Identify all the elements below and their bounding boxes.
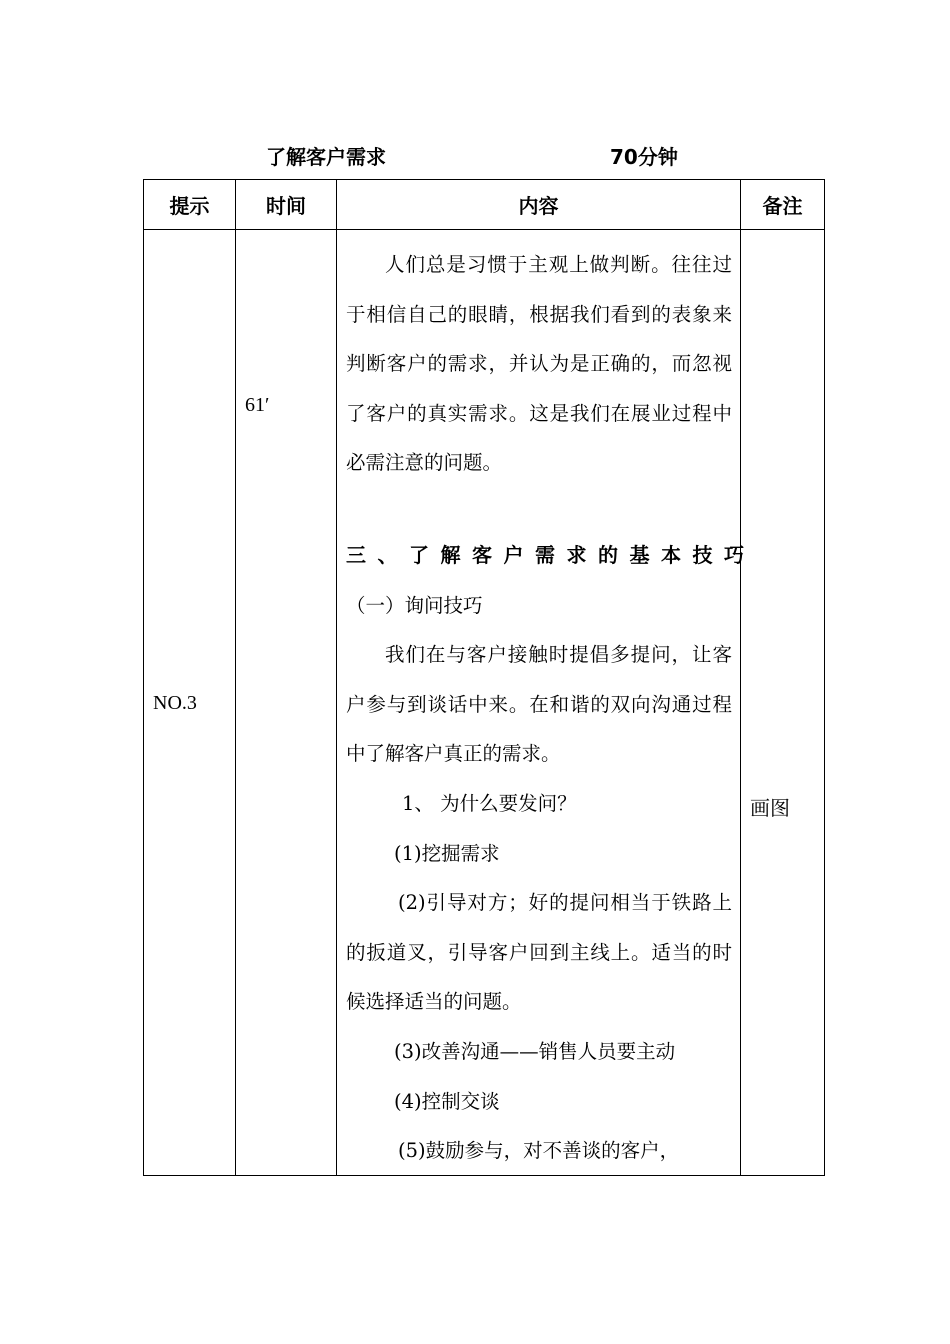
remark-cell bbox=[741, 230, 825, 1176]
subsection-heading: （一）询问技巧 bbox=[346, 593, 483, 617]
list-item: (5)鼓励参与，对不善谈的客户， bbox=[398, 1139, 680, 1163]
content-paragraph-1: 人们总是习惯于主观上做判断。往往过于相信自己的眼睛，根据我们看到的表象来判断客户的需求，并认为是正确的，而忽视了客户的真实需求。这是我们在展业过程中必需注意的问题。 bbox=[346, 253, 732, 475]
list-item: (3)改善沟通——销售人员要主动 bbox=[394, 1039, 676, 1063]
time-value: 61′ bbox=[245, 394, 270, 416]
page-title bbox=[0, 141, 950, 171]
hint-cell bbox=[144, 230, 236, 1176]
list-item: (2)引导对方；好的提问相当于铁路上的扳道叉，引导客户回到主线上。适当的时候选择适当的问题。 bbox=[346, 891, 732, 1014]
header-time: 时间 bbox=[236, 180, 337, 230]
list-item: (1)挖掘需求 bbox=[394, 841, 500, 865]
remark-value: 画图 bbox=[750, 796, 790, 820]
content-cell bbox=[337, 230, 756, 1176]
hint-value: NO.3 bbox=[153, 692, 197, 714]
lesson-topic: 了解客户需求 bbox=[266, 145, 386, 169]
header-content: 内容 bbox=[337, 180, 741, 230]
table-row bbox=[144, 230, 825, 1176]
table-header-row bbox=[144, 180, 825, 230]
header-hint: 提示 bbox=[144, 180, 236, 230]
lesson-table bbox=[143, 179, 825, 1176]
time-cell bbox=[236, 230, 337, 1176]
content-body bbox=[346, 240, 756, 1176]
paragraph-spacer bbox=[346, 488, 732, 531]
lesson-duration: 70分钟 bbox=[610, 145, 678, 169]
section-heading: 三、了解客户需求的基本技巧 bbox=[346, 542, 756, 567]
question-heading: 1、 为什么要发问？ bbox=[402, 791, 577, 815]
header-remark: 备注 bbox=[741, 180, 825, 230]
list-item: (4)控制交谈 bbox=[394, 1089, 500, 1113]
content-paragraph-2: 我们在与客户接触时提倡多提问，让客户参与到谈话中来。在和谐的双向沟通过程中了解客户真正的需求。 bbox=[346, 643, 732, 766]
